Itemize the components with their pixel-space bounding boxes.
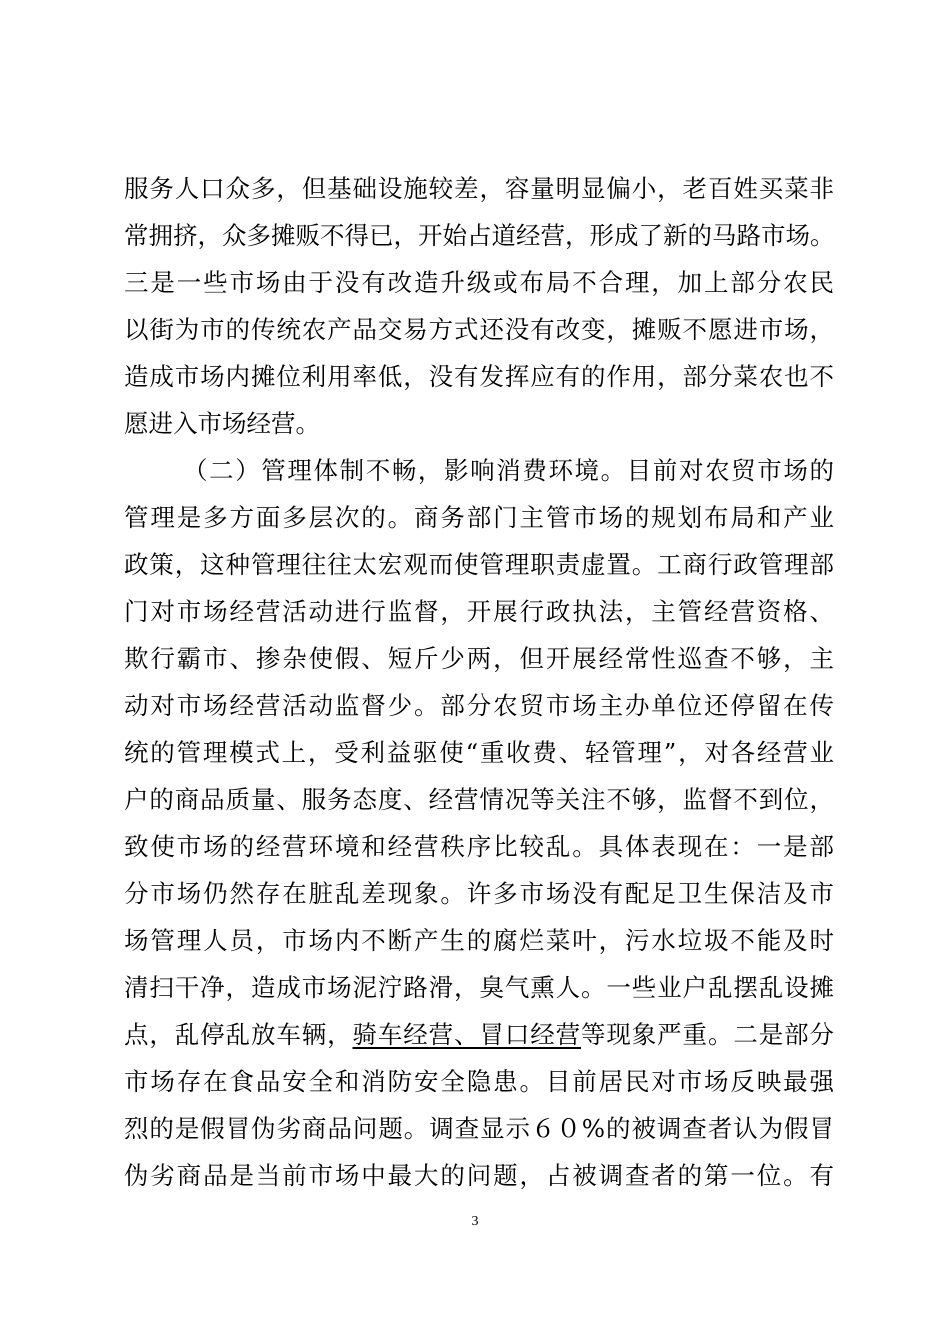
body-line: 场管理人员，市场内不断产生的腐烂菜叶，污水垃圾不能及时: [124, 926, 834, 955]
body-line: 烈的是假冒伪劣商品问题。调查显示６０%的被调查者认为假冒: [124, 1114, 834, 1143]
body-line: 造成市场内摊位利用率低，没有发挥应有的作用，部分菜农也不: [124, 362, 834, 391]
body-line: 分市场仍然存在脏乱差现象。许多市场没有配足卫生保洁及市: [124, 879, 834, 908]
body-line: 常拥挤，众多摊贩不得已，开始占道经营，形成了新的马路市场。: [124, 221, 835, 250]
body-line: 致使市场的经营环境和经营秩序比较乱。具体表现在：一是部: [124, 832, 834, 861]
body-line: 政策，这种管理往往太宏观而使管理职责虚置。工商行政管理部: [124, 550, 834, 579]
section-heading-line: （二）管理体制不畅，影响消费环境。目前对农贸市场的: [183, 456, 834, 485]
body-line: 统的管理模式上，受利益驱使“重收费、轻管理”，对各经营业: [124, 738, 834, 767]
body-line: 户的商品质量、服务态度、经营情况等关注不够，监督不到位，: [124, 785, 834, 814]
body-line: 服务人口众多，但基础设施较差，容量明显偏小，老百姓买菜非: [124, 174, 834, 203]
body-line: 管理是多方面多层次的。商务部门主管市场的规划布局和产业: [124, 503, 834, 532]
page-number: 3: [471, 1214, 479, 1229]
body-line: 门对市场经营活动进行监督，开展行政执法，主管经营资格、: [124, 597, 834, 626]
body-line: 清扫干净，造成市场泥泞路滑，臭气熏人。一些业户乱摆乱设摊: [124, 973, 834, 1002]
line-text-before: 点，乱停乱放车辆，: [124, 1020, 353, 1049]
body-line: 以街为市的传统农产品交易方式还没有改变，摊贩不愿进市场，: [124, 315, 834, 344]
body-line: 欺行霸市、掺杂使假、短斤少两，但开展经常性巡查不够，主: [124, 644, 834, 673]
body-line: 伪劣商品是当前市场中最大的问题，占被调查者的第一位。有: [124, 1161, 834, 1190]
line-text-after: 等现象严重。二是部分: [581, 1020, 834, 1049]
body-line-paragraph-end: 愿进入市场经营。: [124, 409, 320, 438]
body-line: 市场存在食品安全和消防安全隐患。目前居民对市场反映最强: [124, 1067, 834, 1096]
body-line: 动对市场经营活动监督少。部分农贸市场主办单位还停留在传: [124, 691, 834, 720]
body-line-with-underline: [124, 1020, 834, 1050]
body-line: 三是一些市场由于没有改造升级或布局不合理，加上部分农民: [124, 268, 834, 297]
underlined-phrase: 骑车经营、冒口经营: [352, 1020, 581, 1049]
